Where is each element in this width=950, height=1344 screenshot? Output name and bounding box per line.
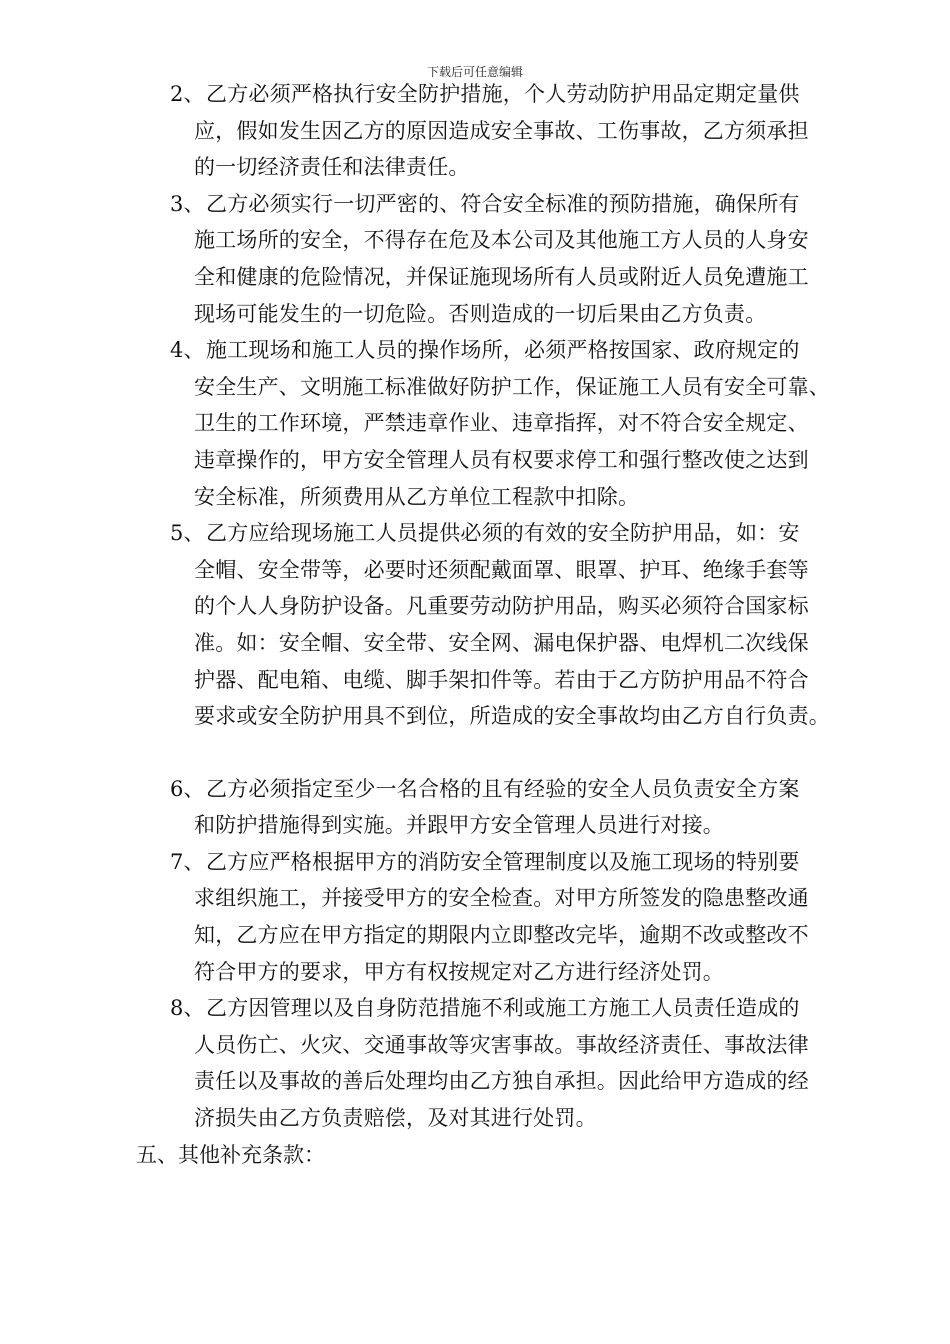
clause-line: 乙方必须实行一切严密的、符合安全标准的预防措施，确保所有 <box>206 191 800 216</box>
clause-line: 卫生的工作环境，严禁违章作业、违章指挥，对不符合安全规定、 <box>194 411 809 436</box>
clause-line: 的个人人身防护设备。凡重要劳动防护用品，购买必须符合国家标 <box>194 594 809 619</box>
clause-3 <box>170 186 860 332</box>
page-header-note: 下载后可任意编辑 <box>426 65 523 79</box>
clause-2 <box>170 76 860 186</box>
clause-line: 责任以及事故的善后处理均由乙方独自承担。因此给甲方造成的经 <box>194 1069 809 1094</box>
clause-line: 要求或安全防护用具不到位，所造成的安全事故均由乙方自行负责。 <box>194 704 830 729</box>
clause-line: 施工现场和施工人员的操作场所，必须严格按国家、政府规定的 <box>206 338 800 363</box>
clause-line: 违章操作的，甲方安全管理人员有权要求停工和强行整改使之达到 <box>194 447 809 472</box>
document-body <box>0 76 950 1173</box>
clause-line: 乙方必须指定至少一名合格的且有经验的安全人员负责安全方案 <box>206 776 800 801</box>
clause-number: 4、 <box>170 338 205 363</box>
clause-number: 3、 <box>170 191 205 216</box>
clause-8 <box>170 990 860 1136</box>
clause-line: 准。如：安全帽、安全带、安全网、漏电保护器、电焊机二次线保 <box>194 630 809 655</box>
clause-line: 求组织施工，并接受甲方的安全检查。对甲方所签发的隐患整改通 <box>194 886 809 911</box>
clause-line: 知，乙方应在甲方指定的期限内立即整改完毕，逾期不改或整改不 <box>194 923 809 948</box>
clause-number: 2、 <box>170 82 205 106</box>
clause-line: 乙方因管理以及自身防范措施不利或施工方施工人员责任造成的 <box>206 996 800 1021</box>
clause-4 <box>170 332 860 515</box>
clause-number: 5、 <box>170 521 205 546</box>
clause-line: 安全标准，所须费用从乙方单位工程款中扣除。 <box>194 484 640 509</box>
clause-line: 的一切经济责任和法律责任。 <box>194 155 470 180</box>
clause-line: 符合甲方的要求，甲方有权按规定对乙方进行经济处罚。 <box>194 959 724 984</box>
clause-6 <box>170 771 860 844</box>
clause-line: 全帽、安全带等，必要时还须配戴面罩、眼罩、护耳、绝缘手套等 <box>194 557 809 582</box>
clause-line: 乙方应严格根据甲方的消防安全管理制度以及施工现场的特别要 <box>206 849 800 874</box>
clause-7 <box>170 844 860 990</box>
clause-line: 施工场所的安全，不得存在危及本公司及其他施工方人员的人身安 <box>194 228 809 253</box>
clause-line: 乙方应给现场施工人员提供必须的有效的安全防护用品，如：安 <box>206 521 800 546</box>
section-title: 五、其他补充条款： <box>136 1142 325 1167</box>
clause-line: 安全生产、文明施工标准做好防护工作，保证施工人员有安全可靠、 <box>194 374 830 399</box>
clause-line: 和防护措施得到实施。并跟甲方安全管理人员进行对接。 <box>194 813 724 838</box>
clause-number: 6、 <box>170 776 205 801</box>
clause-line: 护器、配电箱、电缆、脚手架扣件等。若由于乙方防护用品不符合 <box>194 667 809 692</box>
clause-line: 乙方必须严格执行安全防护措施，个人劳动防护用品定期定量供 <box>206 82 800 106</box>
clause-line: 人员伤亡、火灾、交通事故等灾害事故。事故经济责任、事故法律 <box>194 1032 809 1057</box>
clause-line: 济损失由乙方负责赔偿，及对其进行处罚。 <box>194 1106 597 1131</box>
clause-line: 应，假如发生因乙方的原因造成安全事故、工伤事故，乙方须承担 <box>194 118 809 143</box>
paragraph-gap <box>0 735 950 771</box>
clause-line: 现场可能发生的一切危险。否则造成的一切后果由乙方负责。 <box>194 301 767 326</box>
clause-number: 8、 <box>170 996 205 1021</box>
clause-5 <box>170 515 860 735</box>
clause-number: 7、 <box>170 849 205 874</box>
clause-line: 全和健康的危险情况，并保证施现场所有人员或附近人员免遭施工 <box>194 264 809 289</box>
